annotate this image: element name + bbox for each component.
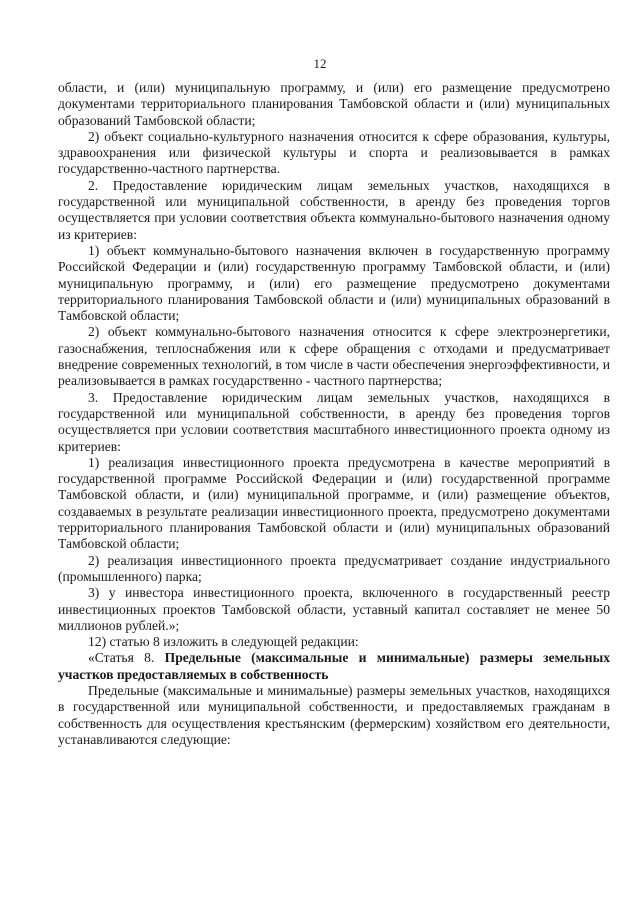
article-prefix: «Статья 8. — [88, 650, 165, 666]
paragraph-section-3-item-3: 3) у инвестора инвестиционного проекта, включенного в государственный реестр инвестиционных проектов Тамбовской области, уставный капитал составляет не менее 50 миллионов рублей.»; — [58, 585, 610, 633]
paragraph-final: Предельные (максимальные и минимальные) размеры земельных участков, находящихся в государственной или муниципальной собственности, и предоставляемых гражданам в собственность для осуществления крестьянским (фермерским) хозяйством его деятельности, устанавливаются следующие: — [58, 682, 610, 747]
paragraph-section-3: 3. Предоставление юридическим лицам земельных участков, находящихся в государственной или муниципальной собственности, в аренду без проведения торгов осуществляется при условии соответствия масштабного инвестиционного проекта одному из критериев: — [58, 389, 610, 454]
article-title: Предельные (максимальные и минимальные) размеры земельных участков предоставляемых в собственность — [58, 650, 610, 682]
document-body — [58, 80, 610, 748]
paragraph-section-3-item-2: 2) реализация инвестиционного проекта предусматривает создание индустриального (промышленного) парка; — [58, 552, 610, 584]
paragraph-continuation: области, и (или) муниципальную программу, и (или) его размещение предусмотрено документами территориального планирования Тамбовской области и (или) муниципальных образований Тамбовской области; — [58, 80, 610, 128]
paragraph-section-3-item-1: 1) реализация инвестиционного проекта предусмотрена в качестве мероприятий в государственной программе Российской Федерации и (или) государственной программе Тамбовской области, и (или) муниципальной программе, и (или) размещение объектов, создаваемых в результате реализации инвестиционного проекта, предусмотрено документами территориального планирования Тамбовской области и (или) муниципальных образований Тамбовской области; — [58, 454, 610, 552]
paragraph-section-2: 2. Предоставление юридическим лицам земельных участков, находящихся в государственной или муниципальной собственности, в аренду без проведения торгов осуществляется при условии соответствия объекта коммунально-бытового назначения одному из критериев: — [58, 177, 610, 242]
paragraph-amendment-12: 12) статью 8 изложить в следующей редакции: — [88, 634, 359, 650]
page-number: 12 — [313, 56, 327, 71]
paragraph-section-2-item-2: 2) объект коммунально-бытового назначения относится к сфере электроэнергетики, газоснабжения, теплоснабжения или к сфере обращения с отходами и предусматривает внедрение современных технологий, в том числе в части обеспечения энергоэффективности, и реализовывается в рамках государственно - частного партнерства; — [58, 324, 610, 389]
paragraph-item-2-social: 2) объект социально-культурного назначения относится к сфере образования, культуры, здравоохранения или физической культуры и спорта и реализовывается в рамках государственно-частного партнерства. — [58, 128, 610, 177]
paragraph-section-2-item-1: 1) объект коммунально-бытового назначения включен в государственную программу Российской Федерации и (или) государственную программу Тамбовской области, и (или) муниципальную программу, и (или) его размещение предусмотрено документами территориального планирования Тамбовской области и (или) муниципальных образований в Тамбовской области; — [58, 242, 610, 324]
article-heading — [58, 650, 610, 683]
